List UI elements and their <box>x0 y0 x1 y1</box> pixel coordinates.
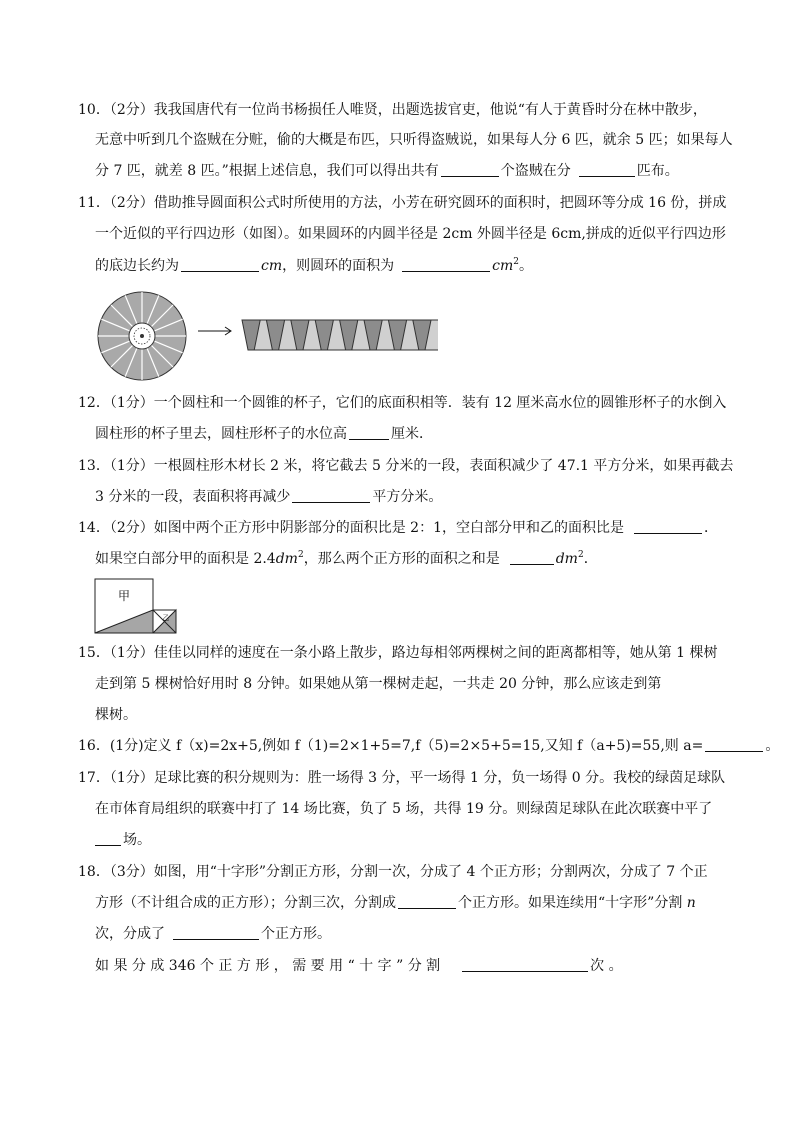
answer-blank-q18-1[interactable] <box>398 894 456 909</box>
unit-cm: cm <box>261 258 283 274</box>
answer-blank-q13[interactable] <box>292 488 370 503</box>
answer-blank-q18-2[interactable] <box>173 925 259 940</box>
q18-line-4 <box>95 956 623 976</box>
q17-line-3 <box>95 830 151 850</box>
parallelogram-figure <box>238 318 438 352</box>
q18-line-3 <box>95 924 331 944</box>
q16-line-1 <box>78 736 779 756</box>
q18-text-f: 次 。 <box>590 958 623 974</box>
q16-text-a: 16．(1分)定义 f（x)=2x+5,例如 f（1)=2×1+5=7,f（5)=2×5+5=15,又知 f（a+5)=55,则 a= <box>78 738 704 754</box>
q10-line-2: 无意中听到几个盗贼在分赃，偷的大概是布匹，只听得盗贼说，如果每人分 6 匹，就余 5 匹；如果每人 <box>95 132 733 148</box>
q13-line-1: 13．（1分）一根圆柱形木材长 2 米，将它截去 5 分米的一段，表面积减少了 47.1 平方分米，如果再截去 <box>78 458 734 474</box>
q13-text-b: 平方分米。 <box>372 489 443 505</box>
two-squares-figure <box>94 578 184 636</box>
q18-text-e: 如 果 分 成 346 个 正 方 形 ， 需 要 用 “ 十 字 ” 分 割 <box>95 958 441 974</box>
answer-blank-q10-2[interactable] <box>579 162 635 177</box>
q13-line-2 <box>95 487 442 507</box>
answer-blank-q10-1[interactable] <box>441 162 499 177</box>
answer-blank-q17[interactable] <box>95 831 121 846</box>
answer-blank-q14-2[interactable] <box>510 550 554 565</box>
q14-text-b: ． <box>703 520 718 536</box>
label-yi: 乙 <box>162 614 170 622</box>
q18-text-d: 个正方形。 <box>261 926 331 942</box>
q14-text-e: ． <box>583 551 598 567</box>
q11-line-1: 11．（2分）借助推导圆面积公式时所使用的方法，小芳在研究圆环的面积时，把圆环等分成 16 份，拼成 <box>78 195 727 211</box>
unit-dm2-b: dm <box>555 551 578 567</box>
label-jia: 甲 <box>117 589 131 603</box>
q15-line-3: 棵树。 <box>95 707 137 723</box>
q10-text-c: 匹布。 <box>636 163 679 179</box>
unit-cm2-exponent: 2 <box>513 257 519 267</box>
q12-line-1: 12．（1分）一个圆柱和一个圆锥的杯子，它们的底面积相等．装有 12 厘米高水位的圆锥形杯子的水倒入 <box>78 395 727 411</box>
answer-blank-q16[interactable] <box>705 737 763 752</box>
q18-text-b: 个正方形。如果连续用“十字形”分割 <box>458 895 683 911</box>
q15-line-1: 15．（1分）佳佳以同样的速度在一条小路上散步，路边每相邻两棵树之间的距离都相等，她从第 1 棵树 <box>78 645 718 661</box>
q14-text-a: 14．（2分）如图中两个正方形中阴影部分的面积比是 2：1，空白部分甲和乙的面积比是 <box>78 520 624 536</box>
q10-line-1: 10．（2分）我我国唐代有一位尚书杨损任人唯贤，出题选拔官吏，他说“有人于黄昏时分在林中散步， <box>78 102 707 118</box>
q11-line-2: 一个近似的平行四边形（如图）。如果圆环的内圆半径是 2cm 外圆半径是 6cm,拼成的近似平行四边形 <box>95 226 726 242</box>
q17-text: 场。 <box>123 832 151 848</box>
q12-text-b: 厘米． <box>391 426 433 442</box>
q14-line-1 <box>78 518 718 538</box>
q18-line-2 <box>95 893 696 913</box>
q10-line-3 <box>95 161 679 181</box>
q18-text-c: 次，分成了 <box>95 926 165 942</box>
q13-text-a: 3 分米的一段，表面积将再减少 <box>95 489 291 505</box>
answer-blank-q11-2[interactable] <box>402 257 490 272</box>
q11-text-c: 。 <box>518 258 533 274</box>
q14-line-2 <box>95 549 598 569</box>
arrow-right-icon <box>196 324 236 338</box>
q15-line-2: 走到第 5 棵树恰好用时 8 分钟。如果她从第一棵树走起，一共走 20 分钟，那么应该走到第 <box>95 676 662 692</box>
q11-line-3 <box>95 256 533 276</box>
unit-cm2: cm <box>492 258 514 274</box>
q10-text-a: 分 7 匹，就差 8 匹。”根据上述信息，我们可以得出共有 <box>95 163 439 179</box>
answer-blank-q11-1[interactable] <box>181 257 259 272</box>
q18-line-1: 18．（3分）如图，用“十字形”分割正方形，分割一次，分成了 4 个正方形；分割两次，分成了 7 个正 <box>78 864 708 880</box>
ring-sector-figure <box>96 290 196 382</box>
q11-text-a: 的底边长约为 <box>95 258 179 274</box>
q18-text-a: 方形（不计组合成的正方形）；分割三次，分割成 <box>95 895 396 911</box>
answer-blank-q14-1[interactable] <box>634 519 702 534</box>
q17-line-2: 在市体育局组织的联赛中打了 14 场比赛，负了 5 场，共得 19 分。则绿茵足球队在此次联赛中平了 <box>95 801 713 817</box>
unit-dm2-b-exponent: 2 <box>577 550 584 560</box>
q14-text-d: ，那么两个正方形的面积之和是 <box>303 551 500 567</box>
q16-text-b: 。 <box>765 738 780 754</box>
unit-dm2-a: dm <box>275 551 298 567</box>
answer-blank-q12[interactable] <box>349 425 389 440</box>
unit-dm2-a-exponent: 2 <box>297 550 304 560</box>
q17-line-1: 17．（1分）足球比赛的积分规则为：胜一场得 3 分，平一场得 1 分，负一场得 0 分。我校的绿茵足球队 <box>78 770 726 786</box>
q11-text-b: ，则圆环的面积为 <box>282 258 395 274</box>
q14-text-c: 如果空白部分甲的面积是 2.4 <box>95 551 276 567</box>
q12-line-2 <box>95 424 433 444</box>
q10-text-b: 个盗贼在分 <box>500 163 571 179</box>
answer-blank-q18-3[interactable] <box>462 957 588 972</box>
variable-n: n <box>686 895 696 911</box>
q12-text-a: 圆柱形的杯子里去，圆柱形杯子的水位高 <box>95 426 347 442</box>
